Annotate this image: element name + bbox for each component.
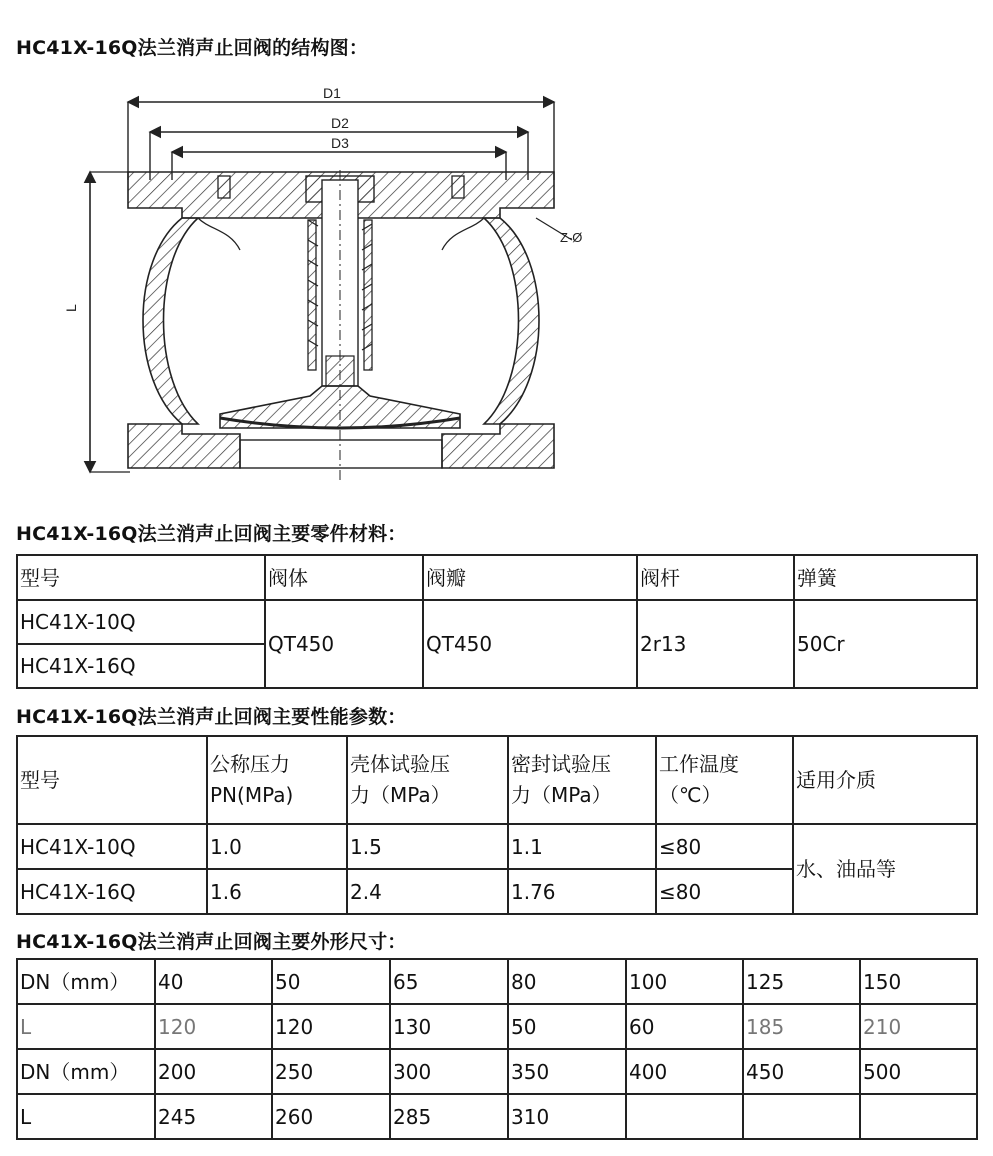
dn-cell: 125 (743, 959, 860, 1004)
header-cell: 型号 (17, 736, 207, 824)
length-cell (743, 1094, 860, 1139)
materials-heading: HC41X-16Q法兰消声止回阀主要零件材料： (16, 523, 407, 545)
dn-cell: 350 (508, 1049, 626, 1094)
table-row (17, 600, 977, 644)
model-cell: HC41X-16Q (17, 869, 207, 914)
header-cell: 型号 (17, 555, 265, 600)
spring-material-cell: 50Cr (794, 600, 977, 688)
dn-cell: 500 (860, 1049, 977, 1094)
temp-header-line2: （℃） (659, 783, 722, 807)
seal-header-line1: 密封试验压 (511, 752, 611, 776)
temp-cell: ≤80 (656, 824, 793, 869)
table-row (17, 824, 977, 869)
table-row (17, 736, 977, 824)
dimensions-table (16, 958, 978, 1140)
length-cell (860, 1094, 977, 1139)
header-cell: 阀瓣 (423, 555, 637, 600)
length-cell: 260 (272, 1094, 390, 1139)
dn-cell: 450 (743, 1049, 860, 1094)
stem-material-cell: 2r13 (637, 600, 794, 688)
pn-cell: 1.6 (207, 869, 347, 914)
header-cell (347, 736, 508, 824)
d1-label: D1 (323, 85, 341, 101)
model-cell: HC41X-10Q (17, 600, 265, 644)
pn-header-line1: 公称压力 (210, 752, 290, 776)
temp-header-line1: 工作温度 (659, 752, 739, 776)
row-label-cell: DN（mm） (17, 1049, 155, 1094)
body-material-cell: QT450 (265, 600, 423, 688)
row-label-cell: L (17, 1004, 155, 1049)
shell-cell: 1.5 (347, 824, 508, 869)
length-cell: 185 (743, 1004, 860, 1049)
dn-cell: 200 (155, 1049, 272, 1094)
table-row (17, 1049, 977, 1094)
table-row (17, 1094, 977, 1139)
pn-cell: 1.0 (207, 824, 347, 869)
bolt-hole-label: Z-Ø (560, 230, 583, 245)
shell-cell: 2.4 (347, 869, 508, 914)
table-row (17, 555, 977, 600)
materials-table (16, 554, 978, 689)
length-cell (626, 1094, 743, 1139)
dn-cell: 100 (626, 959, 743, 1004)
header-cell: 弹簧 (794, 555, 977, 600)
dn-cell: 80 (508, 959, 626, 1004)
dn-cell: 50 (272, 959, 390, 1004)
length-cell: 310 (508, 1094, 626, 1139)
valve-cross-section-drawing (60, 80, 583, 490)
seal-header-line2: 力（MPa） (511, 783, 612, 807)
header-cell (207, 736, 347, 824)
performance-table (16, 735, 978, 915)
header-cell: 适用介质 (793, 736, 977, 824)
disc-material-cell: QT450 (423, 600, 637, 688)
header-cell: 阀杆 (637, 555, 794, 600)
dn-cell: 65 (390, 959, 508, 1004)
table-row (17, 1004, 977, 1049)
d3-label: D3 (331, 135, 349, 151)
model-cell: HC41X-16Q (17, 644, 265, 688)
pn-header-line2: PN(MPa) (210, 783, 294, 807)
shell-header-line2: 力（MPa） (350, 783, 451, 807)
length-cell: 210 (860, 1004, 977, 1049)
dn-cell: 400 (626, 1049, 743, 1094)
length-cell: 60 (626, 1004, 743, 1049)
length-cell: 120 (272, 1004, 390, 1049)
shell-header-line1: 壳体试验压 (350, 752, 450, 776)
length-cell: 285 (390, 1094, 508, 1139)
length-label: L (63, 304, 79, 312)
length-cell: 245 (155, 1094, 272, 1139)
header-cell (508, 736, 656, 824)
dn-cell: 250 (272, 1049, 390, 1094)
table-row (17, 959, 977, 1004)
model-cell: HC41X-10Q (17, 824, 207, 869)
structure-heading: HC41X-16Q法兰消声止回阀的结构图： (16, 37, 369, 59)
seal-cell: 1.1 (508, 824, 656, 869)
dimensions-heading: HC41X-16Q法兰消声止回阀主要外形尺寸： (16, 931, 407, 953)
seal-cell: 1.76 (508, 869, 656, 914)
performance-heading: HC41X-16Q法兰消声止回阀主要性能参数： (16, 706, 407, 728)
medium-cell: 水、油品等 (793, 824, 977, 914)
length-cell: 120 (155, 1004, 272, 1049)
dn-cell: 40 (155, 959, 272, 1004)
d2-label: D2 (331, 115, 349, 131)
header-cell (656, 736, 793, 824)
header-cell: 阀体 (265, 555, 423, 600)
dn-cell: 300 (390, 1049, 508, 1094)
row-label-cell: DN（mm） (17, 959, 155, 1004)
dn-cell: 150 (860, 959, 977, 1004)
temp-cell: ≤80 (656, 869, 793, 914)
length-cell: 50 (508, 1004, 626, 1049)
row-label-cell: L (17, 1094, 155, 1139)
length-cell: 130 (390, 1004, 508, 1049)
